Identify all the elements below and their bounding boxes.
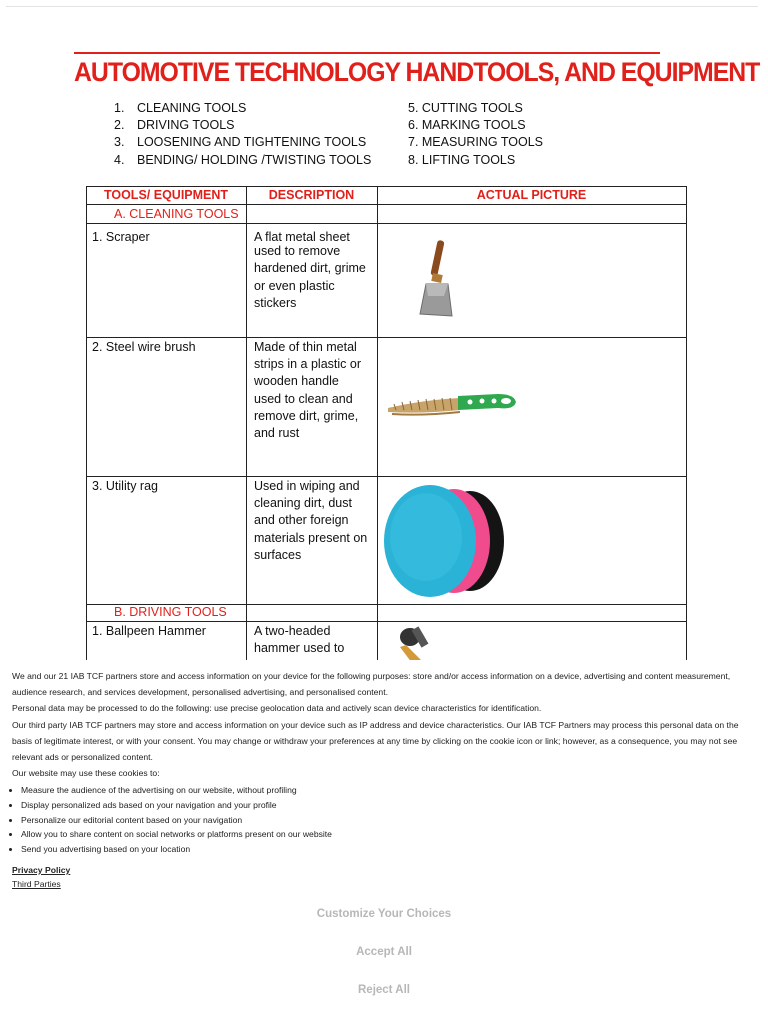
table-rule bbox=[86, 621, 687, 622]
reject-all-button[interactable]: Reject All bbox=[358, 984, 410, 996]
cookie-purpose-item: • Allow you to share content on social networks or platforms present on our website bbox=[21, 827, 752, 842]
topic-item: 3. LOOSENING AND TIGHTENING TOOLS bbox=[114, 135, 367, 150]
topic-item: 8. LIFTING TOOLS bbox=[408, 152, 516, 167]
tool-description: Made of thin metal strips in a plastic or wooden handle used to clean and remove dirt, grime, and rust bbox=[254, 340, 361, 441]
tool-name: 3. Utility rag bbox=[92, 479, 158, 493]
ballpeen-hammer-picture bbox=[382, 623, 452, 660]
table-rule bbox=[377, 186, 378, 660]
topic-item: 5. CUTTING TOOLS bbox=[408, 101, 523, 115]
tool-description: Used in wiping and cleaning dirt, dust and other foreign materials present on surfaces bbox=[254, 479, 368, 562]
customize-choices-button[interactable]: Customize Your Choices bbox=[316, 908, 452, 920]
section-cleaning-tools: A. CLEANING TOOLS bbox=[114, 207, 239, 221]
utility-rag-icon bbox=[382, 477, 506, 603]
header-description: DESCRIPTION bbox=[268, 188, 355, 202]
cookie-consent-banner bbox=[0, 660, 768, 1024]
cookies-intro: Our website may use these cookies to: bbox=[12, 768, 160, 779]
privacy-policy-link[interactable]: Privacy Policy bbox=[12, 865, 71, 875]
cookie-purpose-item: • Send you advertising based on your location bbox=[21, 842, 752, 857]
document-title: AUTOMOTIVE TECHNOLOGY HANDTOOLS, AND EQUIPMENT bbox=[74, 57, 760, 87]
consent-text bbox=[12, 668, 752, 856]
table-rule bbox=[86, 186, 87, 660]
header-picture: ACTUAL PICTURE bbox=[476, 188, 587, 202]
topic-item: 7. MEASURING TOOLS bbox=[408, 135, 543, 150]
topics-list-right bbox=[408, 100, 543, 169]
header-tools: TOOLS/ EQUIPMENT bbox=[103, 188, 229, 202]
table-rule bbox=[86, 186, 687, 187]
topic-item: 2. DRIVING TOOLS bbox=[114, 118, 235, 133]
third-parties-link[interactable]: Third Parties bbox=[12, 879, 61, 890]
utility-rag-picture bbox=[382, 477, 506, 603]
consent-paragraph: Our third party IAB TCF partners may store and access information on your device such as IP address and device characteristics. Our IAB TCF Partners may process this personal data on the basis of legitimate interest, or with your consent. You may change or withdraw your preferences at any time by clicking on the cookie icon or link; however, as a consequence, you may not see relevant ads or personalized content. bbox=[12, 719, 739, 763]
topic-item: 4. BENDING/ HOLDING /TWISTING TOOLS bbox=[114, 152, 372, 167]
table-rule bbox=[86, 337, 687, 338]
table-rule bbox=[86, 204, 687, 205]
topics-list-left bbox=[114, 100, 371, 169]
tool-name: 1. Ballpeen Hammer bbox=[92, 624, 206, 638]
topic-item: 6. MARKING TOOLS bbox=[408, 118, 526, 133]
cookie-purpose-list bbox=[12, 783, 752, 856]
consent-paragraph: We and our 21 IAB TCF partners store and access information on your device for the following purposes: store and/or access information on a device, advertising and content measurement, audience research, and services development, personalised advertising, and personalised content. bbox=[12, 671, 731, 698]
wire-brush-icon bbox=[382, 344, 532, 464]
consent-links bbox=[12, 863, 70, 892]
consent-paragraph: Personal data may be processed to do the following: use precise geolocation data and actively scan device characteristics for identification. bbox=[12, 703, 542, 714]
tool-name: 1. Scraper bbox=[92, 230, 150, 244]
topic-item: 1. CLEANING TOOLS bbox=[114, 101, 247, 115]
cookie-purpose-item: • Measure the audience of the advertising on our website, without profiling bbox=[21, 783, 752, 798]
tool-name: 2. Steel wire brush bbox=[92, 340, 196, 354]
table-rule bbox=[246, 186, 247, 660]
page-top-border bbox=[6, 6, 758, 7]
section-driving-tools: B. DRIVING TOOLS bbox=[114, 605, 227, 619]
table-rule bbox=[86, 223, 687, 224]
cookie-purpose-item: • Display personalized ads based on your navigation and your profile bbox=[21, 798, 752, 813]
hammer-icon bbox=[382, 623, 452, 660]
table-rule bbox=[686, 186, 687, 660]
tool-description: A flat metal sheet used to remove hardened dirt, grime or even plastic stickers bbox=[254, 230, 366, 310]
tool-description: A two-headed hammer used to bbox=[254, 624, 345, 656]
wire-brush-picture bbox=[382, 344, 532, 464]
scraper-icon bbox=[382, 226, 492, 334]
tools-table bbox=[86, 186, 687, 660]
accept-all-button[interactable]: Accept All bbox=[356, 946, 412, 958]
cookie-purpose-item: • Personalize our editorial content based on your navigation bbox=[21, 813, 752, 828]
scraper-picture bbox=[382, 226, 492, 334]
